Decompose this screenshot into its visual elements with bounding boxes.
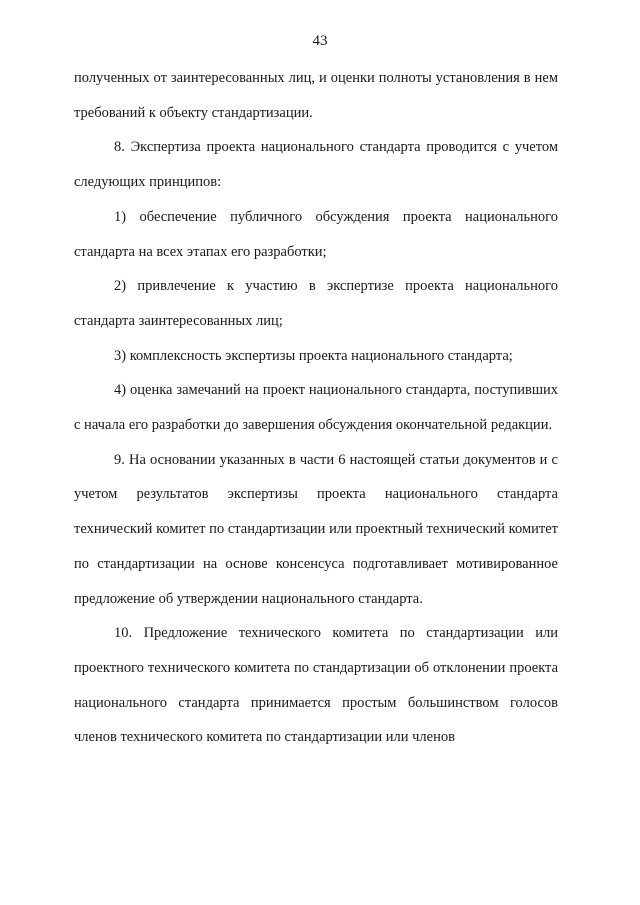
page-number: 43	[312, 33, 328, 49]
paragraph-principle-3: 3) комплексность экспертизы проекта национального стандарта;	[114, 347, 513, 364]
paragraph-principle-1: 1) обеспечение публичного обсуждения проекта национального стандарта на всех этапах его разработки;	[74, 208, 558, 260]
paragraph-continuation: полученных от заинтересованных лиц, и оценки полноты установления в нем требований к объекту стандартизации.	[74, 70, 558, 121]
paragraph-item-9: 9. На основании указанных в части 6 настоящей статьи документов и с учетом результатов экспертизы проекта национального стандарта технический комитет по стандартизации или проектный технический комитет по стандартизации на основе консенсуса подготавливает мотивированное предложение об утверждении национального стандарта.	[74, 451, 558, 607]
paragraph-item-10: 10. Предложение технического комитета по стандартизации или проектного технического комитета по стандартизации об отклонении проекта национального стандарта принимается простым большинством голосов членов технического комитета по стандартизации или членов	[74, 625, 558, 746]
paragraph-item-8: 8. Экспертиза проекта национального стандарта проводится с учетом следующих принципов:	[74, 139, 558, 191]
paragraph-principle-4: 4) оценка замечаний на проект национального стандарта, поступивших с начала его разработки до завершения обсуждения окончательной редакции.	[74, 382, 558, 434]
document-body	[74, 61, 558, 755]
paragraph-principle-2: 2) привлечение к участию в экспертизе проекта национального стандарта заинтересованных лиц;	[74, 278, 558, 329]
